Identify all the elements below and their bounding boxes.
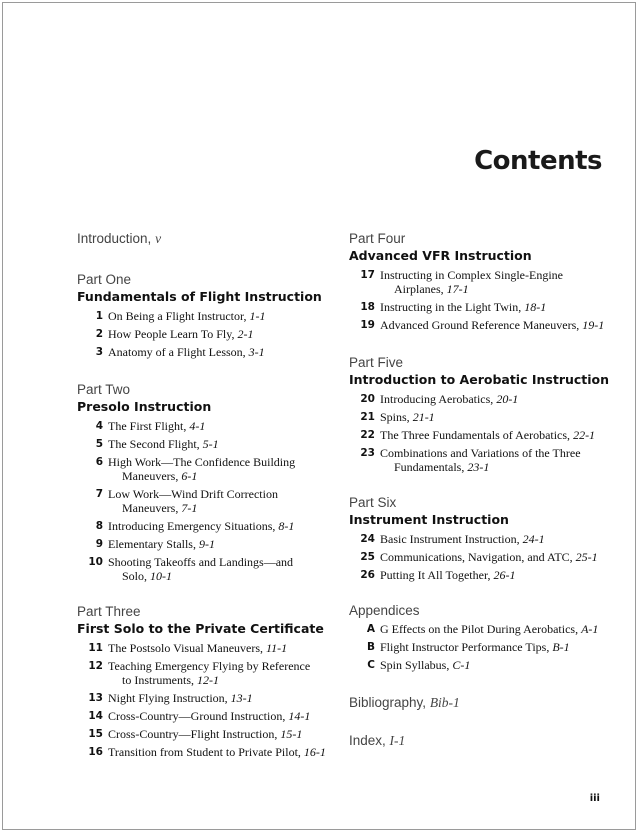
toc-chapter[interactable] xyxy=(77,455,339,483)
chapter-title-cont: to Instruments, xyxy=(122,673,194,687)
chapter-page: 16-1 xyxy=(303,745,326,759)
chapter-title-cont: Maneuvers, xyxy=(122,469,179,483)
chapter-number: 13 xyxy=(88,692,103,704)
chapter-page: 17-1 xyxy=(446,282,469,296)
chapter-page: 3-1 xyxy=(248,345,265,359)
toc-appendix[interactable] xyxy=(349,658,619,672)
chapter-title: Elementary Stalls, xyxy=(108,537,196,551)
chapter-number: 9 xyxy=(95,538,103,550)
chapter-number: 4 xyxy=(95,420,103,432)
chapter-title: Cross-Country—Ground Instruction, xyxy=(108,709,286,723)
chapter-page: 20-1 xyxy=(496,392,519,406)
part-title[interactable]: Presolo Instruction xyxy=(77,399,212,414)
part-label: Part Six xyxy=(349,495,397,510)
chapter-page: 2-1 xyxy=(237,327,254,341)
chapter-title-cont: Airplanes, xyxy=(394,282,444,296)
chapter-number: 22 xyxy=(360,429,375,441)
toc-part-six xyxy=(349,494,619,582)
toc-chapter[interactable] xyxy=(77,641,339,655)
chapter-number: 17 xyxy=(360,269,375,281)
appendix-letter: C xyxy=(367,659,375,671)
chapter-title: How People Learn To Fly, xyxy=(108,327,235,341)
appendix-page: A-1 xyxy=(581,622,599,636)
chapter-page: 13-1 xyxy=(230,691,253,705)
toc-left-column xyxy=(77,230,339,763)
chapter-title: Instructing in the Light Twin, xyxy=(380,300,522,314)
chapter-title-cont: Solo, xyxy=(122,569,148,583)
chapter-page: 14-1 xyxy=(288,709,311,723)
chapter-page: 22-1 xyxy=(573,428,596,442)
chapter-title: Low Work—Wind Drift Correction xyxy=(108,487,278,501)
chapter-title: Teaching Emergency Flying by Reference xyxy=(108,659,311,673)
chapter-page: 5-1 xyxy=(202,437,219,451)
chapter-number: 26 xyxy=(360,569,375,581)
toc-appendix[interactable] xyxy=(349,640,619,654)
appendix-title: Spin Syllabus, xyxy=(380,658,450,672)
chapter-title: Instructing in Complex Single-Engine xyxy=(380,268,563,282)
toc-chapter[interactable] xyxy=(77,537,339,551)
chapter-title: Spins, xyxy=(380,410,410,424)
chapter-number: 24 xyxy=(360,533,375,545)
chapter-title: Introducing Emergency Situations, xyxy=(108,519,276,533)
toc-chapter[interactable] xyxy=(77,659,339,687)
chapter-number: 14 xyxy=(88,710,103,722)
part-title[interactable]: Introduction to Aerobatic Instruction xyxy=(349,372,610,387)
chapter-page: 10-1 xyxy=(150,569,173,583)
chapter-title: High Work—The Confidence Building xyxy=(108,455,296,469)
chapter-number: 21 xyxy=(360,411,375,423)
chapter-number: 15 xyxy=(88,728,103,740)
chapter-page: 1-1 xyxy=(249,309,266,323)
toc-chapter[interactable] xyxy=(77,745,339,759)
chapter-page: 12-1 xyxy=(197,673,219,687)
toc-chapter[interactable] xyxy=(349,550,619,564)
chapter-page: 24-1 xyxy=(522,532,545,546)
chapter-number: 2 xyxy=(95,328,103,340)
appendix-letter: B xyxy=(366,641,375,653)
chapter-page: 9-1 xyxy=(198,537,215,551)
toc-index[interactable]: Index, I-1 xyxy=(349,733,406,748)
toc-chapter[interactable] xyxy=(77,519,339,533)
appendix-title: G Effects on the Pilot During Aerobatics, xyxy=(380,622,579,636)
chapter-number: 3 xyxy=(95,346,103,358)
chapter-number: 11 xyxy=(88,642,103,654)
chapter-title: Introducing Aerobatics, xyxy=(380,392,494,406)
toc-part-one xyxy=(77,271,339,359)
toc-chapter[interactable] xyxy=(77,709,339,723)
chapter-title-cont: Maneuvers, xyxy=(122,501,179,515)
toc-chapter[interactable] xyxy=(349,300,619,314)
part-title[interactable]: First Solo to the Private Certificate xyxy=(77,621,324,636)
chapter-page: 18-1 xyxy=(524,300,547,314)
toc-chapter[interactable] xyxy=(349,268,619,296)
appendices-label[interactable]: Appendices xyxy=(349,603,420,618)
appendix-title: Flight Instructor Performance Tips, xyxy=(380,640,550,654)
chapter-number: 10 xyxy=(88,556,103,568)
toc-chapter[interactable] xyxy=(77,691,339,705)
part-title[interactable]: Instrument Instruction xyxy=(349,512,509,527)
toc-chapter[interactable] xyxy=(349,446,619,474)
toc-chapter[interactable] xyxy=(77,555,339,583)
chapter-page: 26-1 xyxy=(493,568,516,582)
chapter-page: 15-1 xyxy=(280,727,303,741)
toc-introduction[interactable]: Introduction, v xyxy=(77,231,162,246)
chapter-title: The First Flight, xyxy=(108,419,187,433)
chapter-number: 19 xyxy=(360,319,375,331)
chapter-page: 11-1 xyxy=(266,641,288,655)
chapter-page: 7-1 xyxy=(181,501,198,515)
chapter-number: 1 xyxy=(95,310,103,322)
part-label: Part Two xyxy=(77,382,131,397)
chapter-page: 19-1 xyxy=(582,318,605,332)
chapter-page: 23-1 xyxy=(467,460,490,474)
chapter-title: Communications, Navigation, and ATC, xyxy=(380,550,573,564)
part-title[interactable]: Fundamentals of Flight Instruction xyxy=(77,289,322,304)
toc-chapter[interactable] xyxy=(77,487,339,515)
part-title[interactable]: Advanced VFR Instruction xyxy=(349,248,532,263)
chapter-number: 25 xyxy=(360,551,375,563)
appendix-page: C-1 xyxy=(452,658,471,672)
part-label: Part Three xyxy=(77,604,141,619)
toc-right-column xyxy=(349,230,619,750)
chapter-number: 6 xyxy=(95,456,103,468)
toc-part-four xyxy=(349,230,619,332)
chapter-title: The Second Flight, xyxy=(108,437,200,451)
toc-chapter[interactable] xyxy=(349,532,619,546)
chapter-title: Basic Instrument Instruction, xyxy=(380,532,520,546)
toc-bibliography[interactable]: Bibliography, Bib-1 xyxy=(349,695,460,710)
part-label: Part Four xyxy=(349,231,406,246)
chapter-page: 8-1 xyxy=(278,519,295,533)
chapter-number: 12 xyxy=(88,660,103,672)
toc-chapter[interactable] xyxy=(77,327,339,341)
chapter-number: 23 xyxy=(360,447,375,459)
toc-appendices xyxy=(349,602,619,672)
toc-chapter[interactable] xyxy=(77,419,339,433)
chapter-title: Shooting Takeoffs and Landings—and xyxy=(108,555,294,569)
toc-chapter[interactable] xyxy=(349,318,619,332)
chapter-number: 5 xyxy=(95,438,103,450)
chapter-number: 7 xyxy=(95,488,103,500)
toc-chapter[interactable] xyxy=(349,568,619,582)
toc-chapter[interactable] xyxy=(77,727,339,741)
chapter-title: The Postsolo Visual Maneuvers, xyxy=(108,641,264,655)
toc-chapter[interactable] xyxy=(77,309,339,323)
chapter-number: 8 xyxy=(95,520,103,532)
chapter-number: 16 xyxy=(88,746,103,758)
appendix-letter: A xyxy=(366,623,375,635)
chapter-page: 4-1 xyxy=(189,419,206,433)
chapter-title: On Being a Flight Instructor, xyxy=(108,309,247,323)
toc-chapter[interactable] xyxy=(349,428,619,442)
chapter-title: Cross-Country—Flight Instruction, xyxy=(108,727,278,741)
chapter-number: 18 xyxy=(360,301,375,313)
chapter-title: Combinations and Variations of the Three xyxy=(380,446,581,460)
chapter-number: 20 xyxy=(360,393,375,405)
toc-appendix[interactable] xyxy=(349,622,619,636)
toc-chapter[interactable] xyxy=(77,437,339,451)
toc-part-three xyxy=(77,603,339,759)
part-label: Part Five xyxy=(349,355,404,370)
toc-chapter[interactable] xyxy=(77,345,339,359)
part-label: Part One xyxy=(77,272,132,287)
toc-chapter[interactable] xyxy=(349,410,619,424)
chapter-title: Putting It All Together, xyxy=(380,568,491,582)
toc-part-two xyxy=(77,381,339,583)
chapter-page: 21-1 xyxy=(412,410,435,424)
chapter-page: 25-1 xyxy=(575,550,598,564)
chapter-page: 6-1 xyxy=(181,469,198,483)
chapter-title: The Three Fundamentals of Aerobatics, xyxy=(380,428,571,442)
chapter-title: Night Flying Instruction, xyxy=(108,691,228,705)
page-number: iii xyxy=(589,793,600,804)
page-title: Contents xyxy=(474,146,602,176)
toc-part-five xyxy=(349,354,619,474)
chapter-title: Anatomy of a Flight Lesson, xyxy=(108,345,246,359)
toc-chapter[interactable] xyxy=(349,392,619,406)
chapter-title-cont: Fundamentals, xyxy=(394,460,465,474)
chapter-title: Transition from Student to Private Pilot, xyxy=(108,745,301,759)
chapter-title: Advanced Ground Reference Maneuvers, xyxy=(380,318,580,332)
appendix-page: B-1 xyxy=(552,640,570,654)
